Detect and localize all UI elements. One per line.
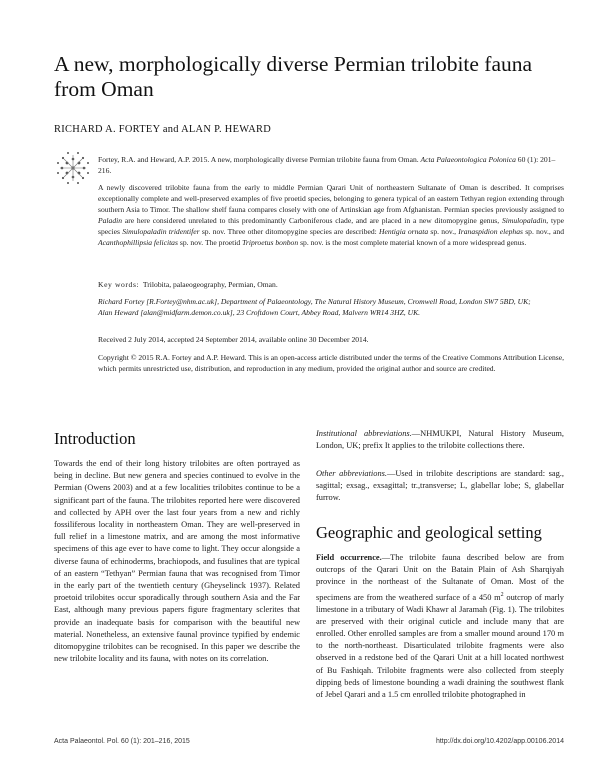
- abstract-text: A newly discovered trilobite fauna from the early to middle Permian Qarari Unit of northeastern Sultanate of Oman is described. It comprises exceptionally complete and well-preserved examples of five proetid species, belonging to genera typical of an eastern Tethyan region extending through southern Asia to Timor. The shallow shelf fauna compares closely with one of Artinskian age from Afghanistan. Permian species previously assigned to: [98, 183, 564, 215]
- intro-heading: Introduction: [54, 429, 136, 448]
- abstract-text: sp. nov., and: [525, 227, 565, 237]
- taxon-name: Simulopaladin tridentifer: [122, 227, 200, 237]
- abbrev-label: Institutional abbreviations.: [316, 429, 412, 438]
- address-fortey: Richard Fortey [R.Fortey@nhm.ac.uk], Department of Palaeontology, The Natural History Museum, Cromwell Road, London SW7 5BD, UK;: [98, 297, 531, 306]
- abbrev-text: —NHMUKPI, Natural History Museum, London, UK; prefix It applies to the trilobite collections there.: [316, 429, 564, 451]
- abstract-text: , type species: [98, 216, 565, 237]
- trilobite-ornament-icon: [53, 149, 93, 187]
- copyright-notice: Copyright © 2015 R.A. Fortey and A.P. Heward. This is an open-access article distributed under the terms of the Creative Commons Attribution License, which permits unrestricted use, distribution, and reproduction in any medium, provided the original author and source are credited.: [98, 353, 564, 373]
- abstract-text: sp. nov.,: [430, 227, 456, 237]
- taxon-name: Iranaspidion elephas: [458, 227, 523, 237]
- geo-heading: Geographic and geological setting: [316, 523, 542, 542]
- footer-doi[interactable]: http://dx.doi.org/10.4202/app.00106.2014: [435, 738, 564, 745]
- abbrev-text: —Used in trilobite descriptions are standard: sag., sagittal; exsag., exsagittal; tr.,transverse; L, glabellar lobe; S, glabellar furrow.: [316, 469, 564, 503]
- abbrev-label: Other abbreviations.: [316, 469, 387, 478]
- taxon-name: Acanthophillipsia felicitas: [98, 238, 178, 248]
- intro-body: Towards the end of their long history trilobites are often portrayed as being in decline. But new genera and species continued to evolve in the Permian (Owens 2003) and at a few localities trilobites continue to be a significant part of the fauna. The trilobites reported here were discovered and collected by APH over the last four years from a new and richly fossiliferous locality in northeastern Oman. They are well-preserved in full relief in a limestone matrix, and are among the most informative specimens of this age ever to have come to light. They occur alongside a diverse fauna of echinoderms, brachiopods, and fusulines that are typical of an eastern “Tethyan” Permian fauna that was recognised from Timor in the early part of the twentieth century (Gheyselinck 1937). Related proetoid trilobites occur sporadically through southern Asia and the Far East, although many previous papers figure fragmentary sclerites that provide an inadequate basis for comparison with the beautiful new material. Nonetheless, an extensive faunal province typified by endemic ditomopygine trilobites can be recognised. In this paper we describe the new trilobite locality and its fauna, with notes on its correlation.: [54, 459, 300, 664]
- abstract: [98, 182, 564, 249]
- footer-journal: Acta Palaeontol. Pol. 60 (1): 201–216, 2015: [54, 738, 190, 745]
- citation-text: Fortey, R.A. and Heward, A.P. 2015. A new, morphologically diverse Permian trilobite fauna from Oman.: [98, 155, 419, 164]
- geo-text: outcrop of marly limestone in a tributary of Wadi Khawr al Jaramah (Fig. 1). The trilobites are preserved with their original cuticle and include many that are enrolled. Other enrolled samples are from a smaller mound around 170 m to the north-northeast. Disarticulated trilobite fragments were also observed in a redstone bed of the Qarari Unit at a hill located northwest of Bu Fashiqah. Trilobite fragments were also collected from steeply dipping beds of limestone bounding a wadi draining the southwest flank of Jebel Qarari and a 1.5 cm enrolled trilobite photographed in: [316, 592, 564, 700]
- taxon-name: Paladin: [98, 216, 123, 226]
- author-addresses: [98, 296, 564, 318]
- geo-text: —The trilobite fauna described below are from outcrops of the Qarari Unit on the Batain Plain of Ash Sharqiyah province in the northeast of the Sultanate of Oman. Most of the specimens are from the weathered surface of a 450 m: [316, 553, 564, 602]
- field-occurrence-label: Field occurrence.: [316, 553, 382, 562]
- received-dates: Received 2 July 2014, accepted 24 September 2014, available online 30 December 2014.: [98, 335, 369, 344]
- paper-title: A new, morphologically diverse Permian trilobite fauna from Oman: [54, 52, 533, 101]
- author-list: RICHARD A. FORTEY and ALAN P. HEWARD: [54, 124, 272, 135]
- address-heward: Alan Heward [alan@midfarm.demon.co.uk], 23 Croftdown Court, Abbey Road, Malvern WR14 3HZ, UK.: [98, 308, 421, 317]
- citation-volume: 60 (1): 201–216.: [98, 155, 556, 175]
- keywords-text: Trilobita, palaeogeography, Permian, Oman.: [142, 280, 278, 289]
- geo-body: [316, 552, 564, 701]
- abstract-text: sp. nov. is the most complete material known of a more widespread genus.: [300, 238, 527, 248]
- citation: [98, 154, 562, 176]
- institutional-abbreviations: [316, 428, 564, 452]
- abstract-text: are here considered unrelated to this predominantly Carboniferous clade, and are placed in a new ditomopygine genus,: [124, 216, 500, 226]
- abstract-text: sp. nov. The proetid: [179, 238, 241, 248]
- keywords-label: Key words:: [98, 280, 140, 289]
- journal-name: Acta Palaeontologica Polonica: [420, 155, 516, 164]
- keywords: [98, 279, 564, 290]
- superscript: 2: [500, 591, 504, 598]
- other-abbreviations: [316, 468, 564, 505]
- taxon-name: Hentigia ornata: [379, 227, 429, 237]
- taxon-name: Simulopaladin: [501, 216, 547, 226]
- abstract-text: sp. nov. Three other ditomopygine species are described:: [201, 227, 377, 237]
- taxon-name: Triproetus bonbon: [242, 238, 299, 248]
